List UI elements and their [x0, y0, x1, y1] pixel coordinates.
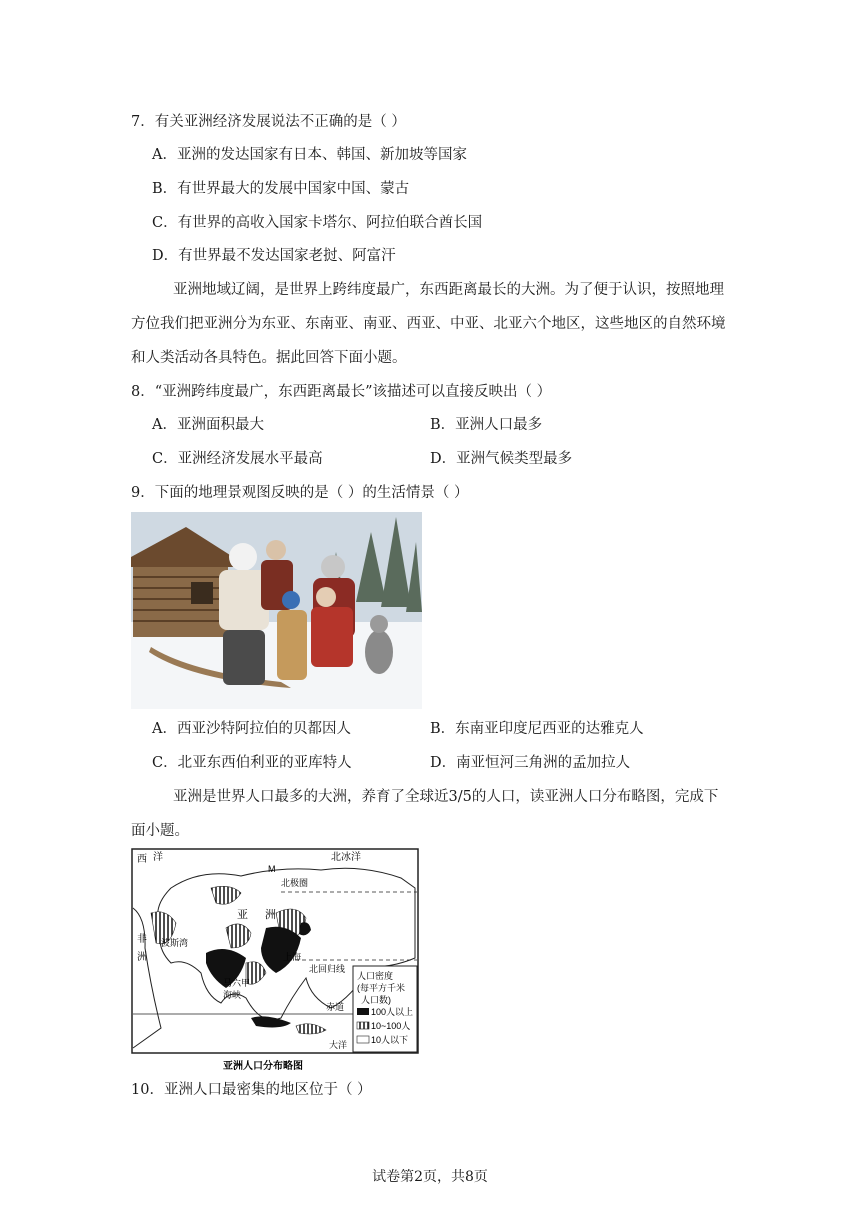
- map-label-ya: 亚: [237, 909, 248, 921]
- legend-item-high: 100人以上: [371, 1007, 414, 1017]
- legend-title-line-2: (每平方千米: [357, 983, 405, 993]
- question-9-stem: 9．下面的地理景观图反映的是（ ）的生活情景（ ）: [131, 485, 469, 501]
- legend-swatch-mid: [357, 1022, 369, 1029]
- question-9-option-b[interactable]: B．东南亚印度尼西亚的达雅克人: [430, 721, 644, 737]
- yakut-family-photo: [131, 512, 422, 709]
- question-8-option-a[interactable]: A．亚洲面积最大: [152, 417, 264, 433]
- map-label-shanghai: 上海: [283, 952, 302, 962]
- question-9-option-d[interactable]: D．南亚恒河三角洲的孟加拉人: [430, 755, 631, 771]
- legend-item-low: 10人以下: [371, 1035, 409, 1045]
- question-9-option-c[interactable]: C．北亚东西伯利亚的亚库特人: [152, 755, 352, 771]
- question-7-option-d[interactable]: D．有世界最不发达国家老挝、阿富汗: [152, 248, 396, 264]
- map-label-fei: 非: [137, 934, 147, 945]
- question-7-option-a[interactable]: A．亚洲的发达国家有日本、韩国、新加坡等国家: [152, 147, 467, 163]
- map-label-yang: 洋: [153, 852, 163, 863]
- question-7-option-b[interactable]: B．有世界最大的发展中国家中国、蒙古: [152, 181, 410, 197]
- legend-swatch-low: [357, 1036, 369, 1043]
- legend-title-line-3: 人口数): [361, 995, 391, 1005]
- question-8-option-b[interactable]: B．亚洲人口最多: [430, 417, 543, 433]
- question-7-stem: 7．有关亚洲经济发展说法不正确的是（ ）: [131, 114, 406, 130]
- question-8-stem: 8．“亚洲跨纬度最广，东西距离最长”该描述可以直接反映出（ ）: [131, 384, 552, 400]
- question-9-option-a[interactable]: A．西亚沙特阿拉伯的贝都因人: [152, 721, 351, 737]
- legend-title-line-1: 人口密度: [357, 971, 394, 981]
- map-label-chidao: 赤道: [326, 1002, 345, 1012]
- question-8-option-c[interactable]: C．亚洲经济发展水平最高: [152, 451, 323, 467]
- map-label-zhou2: 洲: [137, 952, 147, 963]
- map-label-beihuiguixian: 北回归线: [309, 964, 346, 974]
- map-label-bosi: 波斯湾: [161, 938, 189, 948]
- page-footer: 试卷第2页，共8页: [372, 1169, 488, 1185]
- map-label-beijiquan: 北极圈: [281, 878, 309, 888]
- passage-1: 亚洲地域辽阔，是世界上跨纬度最广，东西距离最长的大洲。为了便于认识，按照地理方位我们把亚洲分为东亚、东南亚、南亚、西亚、中亚、北亚六个地区，这些地区的自然环境和人类活动各具特色。据此回答下面小题。: [131, 282, 726, 366]
- map-label-zhou: 洲: [265, 909, 276, 921]
- map-label-m: M: [268, 864, 276, 874]
- map-label-maliujia: 马六甲: [223, 978, 251, 988]
- asia-population-map: [131, 848, 421, 1076]
- map-label-xi: 西: [137, 854, 147, 865]
- map-label-haixia: 海峡: [223, 990, 242, 1000]
- map-label-dayang: 大洋: [329, 1040, 348, 1050]
- legend-item-mid: 10~100人: [371, 1021, 411, 1031]
- question-8-option-d[interactable]: D．亚洲气候类型最多: [430, 451, 573, 467]
- map-label-beibingyang: 北冰洋: [331, 852, 361, 863]
- passage-2: 亚洲是世界人口最多的大洲，养育了全球近3/5的人口，读亚洲人口分布略图，完成下面小题。: [131, 789, 719, 839]
- legend-swatch-high: [357, 1008, 369, 1015]
- map-caption: 亚洲人口分布略图: [223, 1061, 303, 1072]
- question-10-stem: 10．亚洲人口最密集的地区位于（ ）: [131, 1082, 372, 1098]
- question-7-option-c[interactable]: C．有世界的高收入国家卡塔尔、阿拉伯联合酋长国: [152, 215, 483, 231]
